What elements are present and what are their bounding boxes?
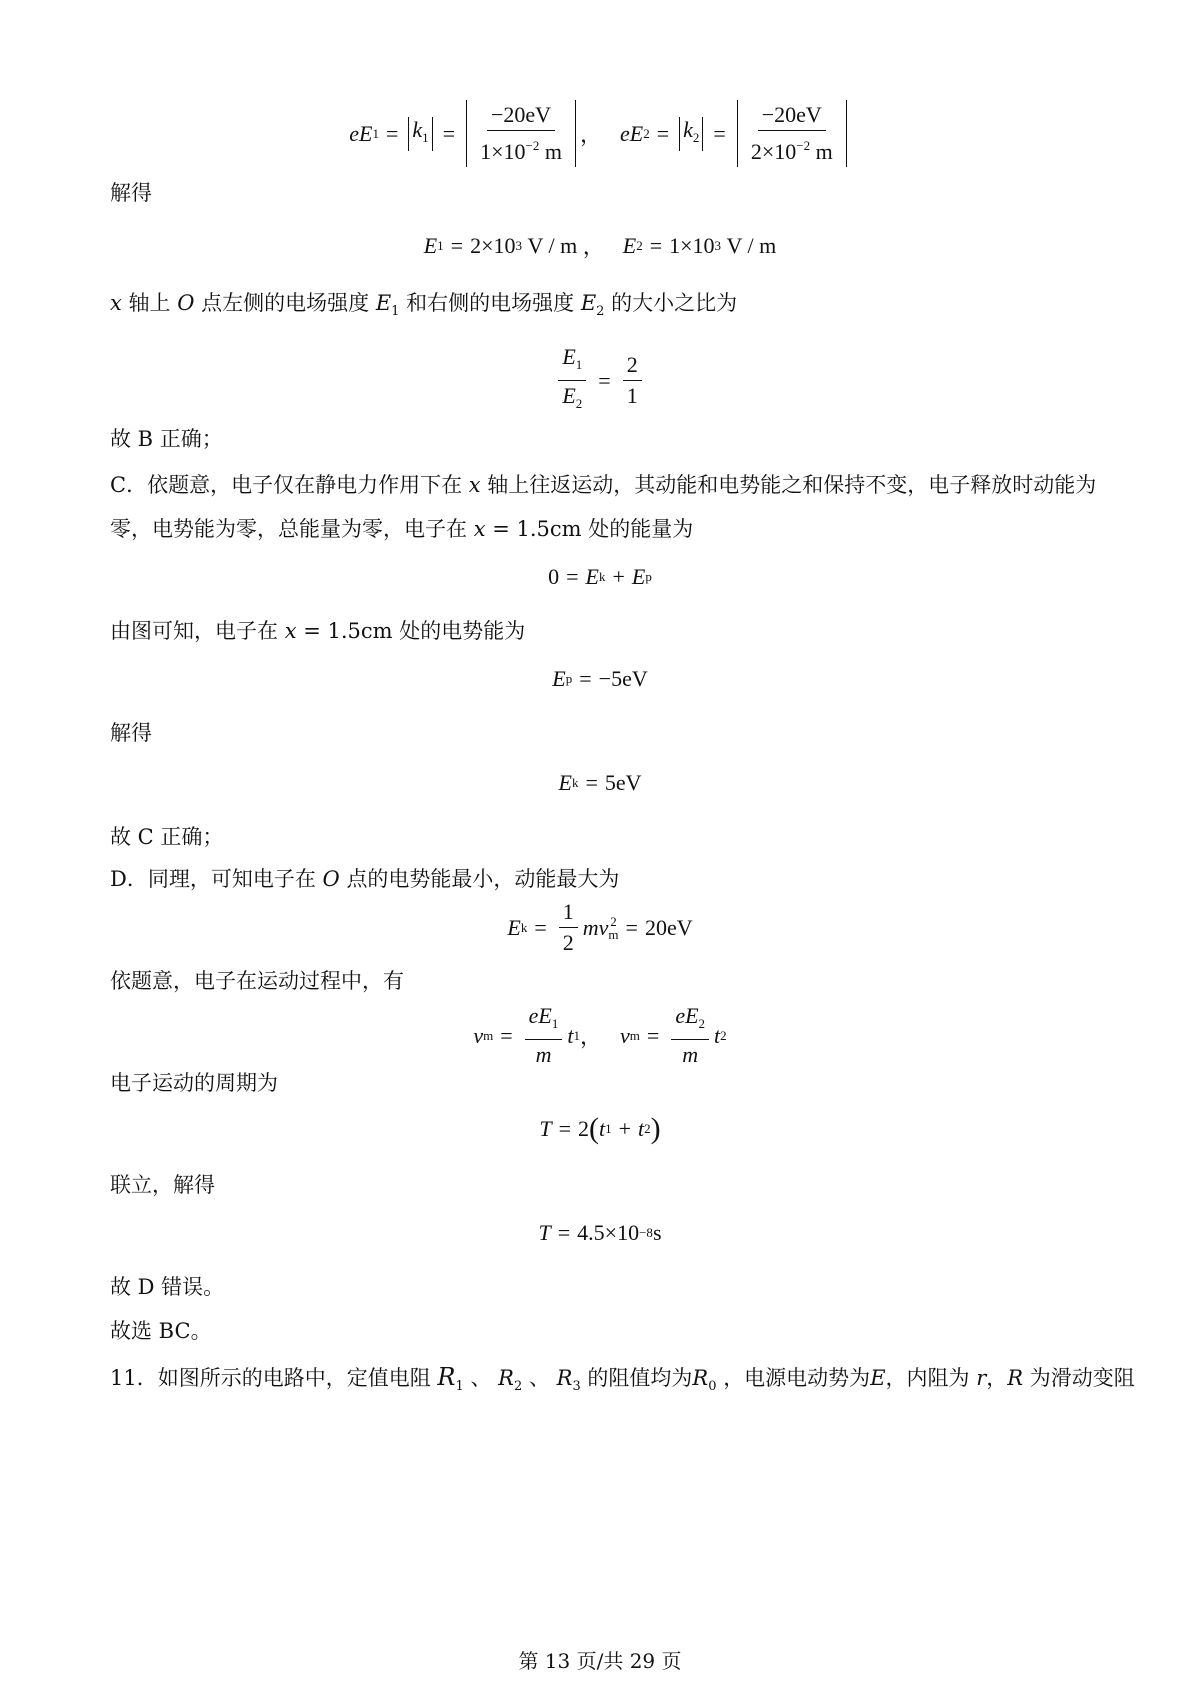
- equation-period-value: T = 4.5×10 −8 s: [538, 1220, 662, 1245]
- equation-ek: E k = 5eV: [558, 770, 642, 795]
- text-guxuan: 故选 BC。: [110, 1319, 212, 1343]
- text-gu-d: 故 D 错误。: [110, 1275, 225, 1299]
- text-option-d-line1: D．同理，可知电子在 O 点的电势能最小，动能最大为: [110, 867, 620, 891]
- page-footer: 第 13 页/共 29 页: [518, 1649, 682, 1673]
- text-yitiyi: 依题意，电子在运动过程中，有: [110, 969, 404, 993]
- text-option-c-line1: C．依题意，电子仅在静电力作用下在 x 轴上往返运动，其动能和电势能之和保持不变，电子释放时动能为: [110, 473, 1097, 497]
- text-option-c-line2: 零，电势能为零，总能量为零，电子在 x = 1.5cm 处的能量为: [110, 517, 694, 541]
- text-x-axis-ratio: x 轴上 O 点左侧的电场强度 $E_1$ 和右侧的电场强度 $E_2$ 的大小之比为: [110, 291, 738, 319]
- equation-e1-e2-values: E 1 = 2×10 3 V / m ， E 2 = 1×10 3 V / m: [423, 232, 777, 259]
- text-jiede-1: 解得: [110, 181, 152, 205]
- equation-ek-max: E k = $\frac{1}{2}$ mv 2 m = 20eV: [507, 899, 693, 955]
- equation-ep: E p = −5eV: [552, 666, 648, 691]
- equation-vm: v m = $\frac{eE_1}{m}$ t 1 ， v m = $\frac{eE_2}{m}$ t 2: [473, 1003, 727, 1067]
- text-lianli: 联立，解得: [110, 1173, 215, 1197]
- text-zhouqi: 电子运动的周期为: [110, 1071, 278, 1095]
- text-gu-b: 故 B 正确；: [110, 427, 223, 451]
- equation-ratio: $\frac{E_1}{E_2}$ = $\frac{2}{1}$: [0, 344, 1200, 416]
- text-option-c-line3: 由图可知，电子在 x = 1.5cm 处的电势能为: [110, 619, 526, 643]
- text-jiede-2: 解得: [110, 721, 152, 745]
- equation-energy-sum: 0 = E k + E p: [548, 564, 652, 589]
- equation-field-strength-from-slope: eE 1 = $k_1$ = $\frac{-20eV}{1\times 10^{-2} m}$ ， eE 2 = $k_2$ = $\frac{-20eV}{2\times 10^{-2} m}$: [0, 100, 1200, 167]
- equation-period: T = 2 ( t 1 + t 2 ): [539, 1112, 661, 1145]
- text-question-11: 11．如图所示的电路中，定值电阻 $R_1$ 、 $R_2$ 、 $R_3$ 的阻值均为$R_0$ ，电源电动势为E，内阻为 r，R 为滑动变阻: [110, 1363, 1135, 1394]
- text-gu-c: 故 C 正确；: [110, 825, 224, 849]
- fraction-numerator: −20eV: [487, 103, 555, 131]
